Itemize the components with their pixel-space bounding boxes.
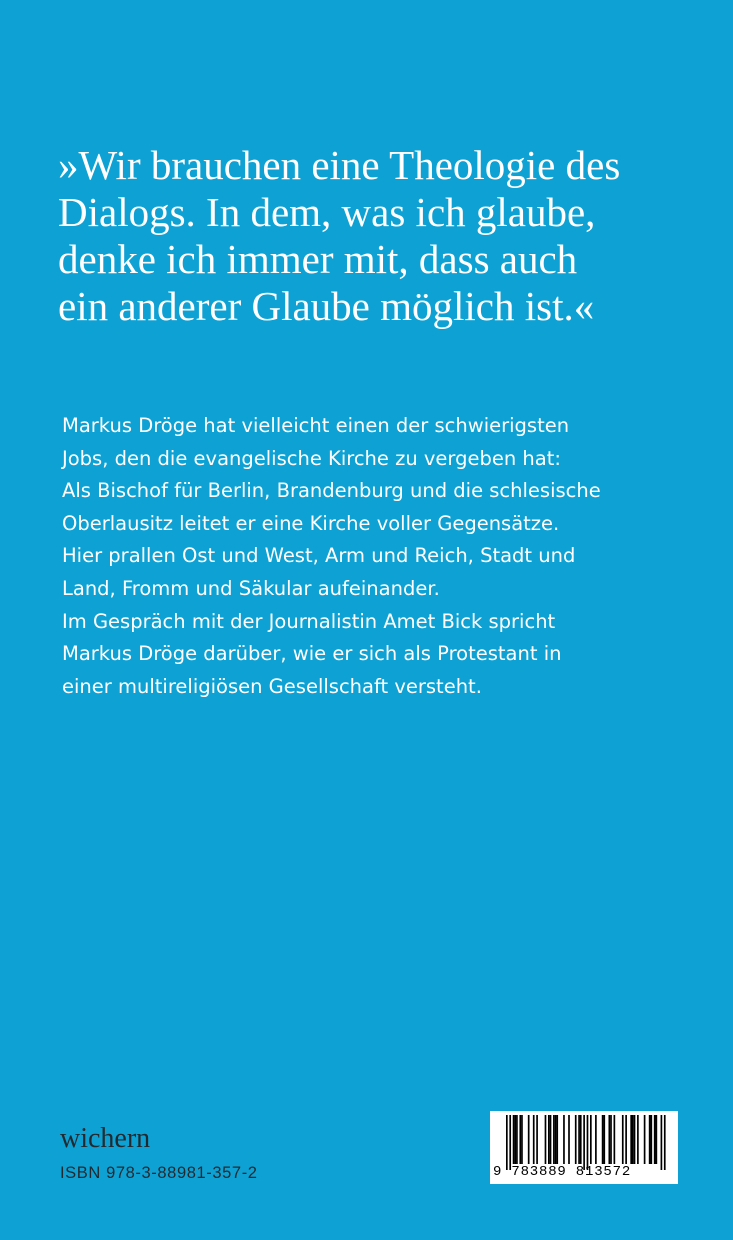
- barcode-bar: [649, 1115, 651, 1164]
- quote-line: ein anderer Glaube möglich ist.«: [58, 283, 595, 329]
- barcode-bar: [563, 1115, 565, 1164]
- quote-line: denke ich immer mit, dass auch: [58, 236, 578, 282]
- barcode-bar: [548, 1115, 550, 1164]
- description-line: Markus Dröge darüber, wie er sich als Protestant in: [62, 642, 562, 666]
- barcode-bar: [580, 1115, 582, 1164]
- barcode-bar: [661, 1115, 663, 1170]
- barcode-bar: [664, 1115, 666, 1170]
- barcode-bar: [608, 1115, 610, 1164]
- barcode-bar: [556, 1115, 558, 1164]
- barcode-bar: [568, 1115, 570, 1164]
- barcode-bar: [555, 1115, 557, 1164]
- barcode-bar: [514, 1115, 516, 1164]
- barcode-bar: [595, 1115, 597, 1164]
- description-line: Hier prallen Ost und West, Arm und Reich, Stadt und: [62, 544, 576, 568]
- barcode-bar: [632, 1115, 634, 1164]
- description-line: Als Bischof für Berlin, Brandenburg und die schlesische: [62, 479, 601, 503]
- quote-line: »Wir brauchen eine Theologie des: [58, 142, 621, 188]
- barcode-bar: [536, 1115, 538, 1164]
- barcode-bar: [513, 1115, 515, 1164]
- book-description: [62, 410, 702, 703]
- barcode-bar: [650, 1115, 652, 1164]
- barcode-bar: [590, 1115, 592, 1164]
- barcode-digits: 9 783889 813572: [493, 1164, 632, 1180]
- barcode-bar: [610, 1115, 612, 1164]
- barcode-bar: [614, 1115, 616, 1164]
- barcode-bar: [603, 1115, 605, 1164]
- barcode-bar: [550, 1115, 552, 1164]
- quote-line: Dialogs. In dem, was ich glaube,: [58, 189, 596, 235]
- barcode-bar: [578, 1115, 580, 1164]
- barcode-bar: [634, 1115, 636, 1164]
- barcode-bar: [516, 1115, 518, 1164]
- isbn-number: ISBN 978-3-88981-357-2: [60, 1164, 258, 1182]
- barcode-bar: [644, 1115, 646, 1164]
- barcode: [490, 1111, 678, 1184]
- barcode-bar: [622, 1115, 624, 1164]
- publisher-name: wichern: [60, 1123, 151, 1154]
- barcode-bar: [509, 1115, 511, 1170]
- barcode-bar: [533, 1115, 535, 1164]
- barcode-bar: [637, 1115, 639, 1164]
- description-line: Markus Dröge hat vielleicht einen der schwierigsten: [62, 414, 570, 437]
- barcode-bar: [630, 1115, 632, 1164]
- barcode-bar: [521, 1115, 523, 1164]
- barcode-bar: [587, 1115, 589, 1170]
- barcode-bar: [625, 1115, 627, 1164]
- description-line: Oberlausitz leitet er eine Kirche voller Gegensätze.: [62, 511, 560, 535]
- barcode-bar: [654, 1115, 656, 1164]
- barcode-bar: [602, 1115, 604, 1164]
- barcode-bar: [519, 1115, 521, 1164]
- description-line: Jobs, den die evangelische Kirche zu vergeben hat:: [62, 446, 561, 470]
- description-line: Land, Fromm und Säkular aufeinander.: [62, 576, 440, 600]
- barcode-bar: [656, 1115, 658, 1164]
- barcode-bar: [575, 1115, 577, 1164]
- barcode-bar: [553, 1115, 555, 1164]
- barcode-bar: [545, 1115, 547, 1164]
- barcode-bar: [583, 1115, 585, 1170]
- cover-quote: [58, 142, 718, 330]
- barcode-bar: [528, 1115, 530, 1164]
- description-line: Im Gespräch mit der Journalistin Amet Bick spricht: [62, 609, 556, 633]
- description-line: einer multireligiösen Gesellschaft versteht.: [62, 674, 482, 698]
- barcode-bar: [506, 1115, 508, 1170]
